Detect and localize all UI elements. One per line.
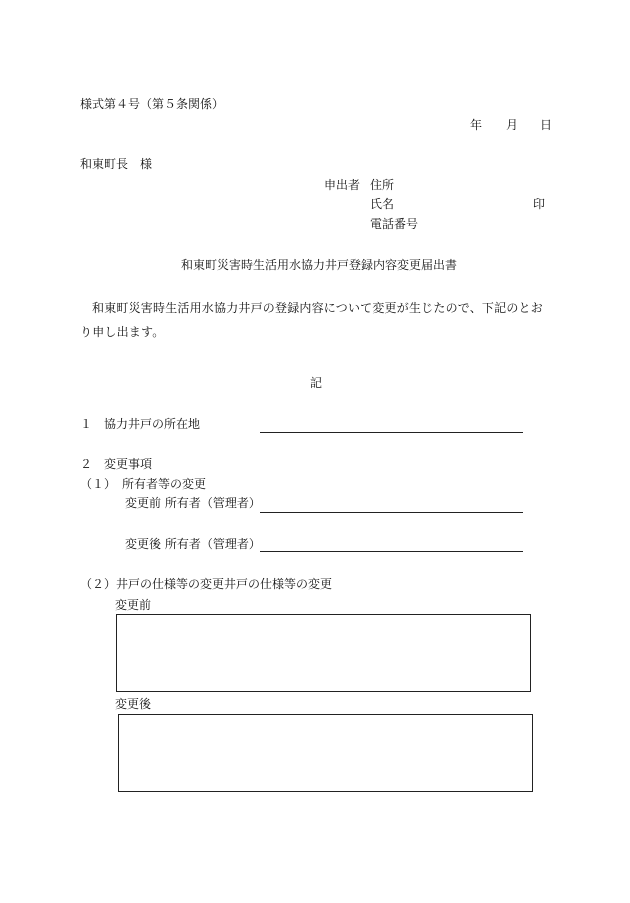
owner-before-label: 変更前 所有者（管理者）	[125, 496, 261, 510]
sub2-spec-change-label: （２）井戸の仕様等の変更井戸の仕様等の変更	[80, 577, 333, 591]
item1-location-label: １ 協力井戸の所在地	[80, 417, 201, 431]
ki-heading: 記	[310, 376, 323, 390]
owner-after-blank-line	[260, 551, 523, 552]
applicant-label: 申出者	[324, 178, 361, 192]
document-title: 和東町災害時生活用水協力井戸登録内容変更届出書	[181, 258, 458, 272]
item2-changes-label: ２ 変更事項	[80, 457, 153, 471]
applicant-phone-label: 電話番号	[370, 217, 419, 231]
spec-after-label: 変更後	[115, 697, 152, 711]
sub1-owner-change-label: （１） 所有者等の変更	[80, 477, 207, 491]
applicant-name-label: 氏名	[370, 197, 395, 211]
owner-after-label: 変更後 所有者（管理者）	[125, 537, 261, 551]
spec-after-box	[118, 714, 533, 792]
addressee: 和東町長 様	[80, 157, 153, 171]
body-paragraph: 和東町災害時生活用水協力井戸の登録内容について変更が生じたので、下記のとおり申し出ます。	[80, 301, 543, 339]
seal-mark: 印	[533, 197, 546, 211]
date-day-label: 日	[540, 118, 553, 132]
applicant-address-label: 住所	[370, 178, 395, 192]
owner-before-blank-line	[260, 512, 523, 513]
date-year-label: 年	[470, 118, 483, 132]
spec-before-label: 変更前	[115, 598, 152, 612]
location-blank-line	[260, 432, 523, 433]
date-month-label: 月	[506, 118, 519, 132]
spec-before-box	[116, 614, 531, 692]
form-number: 様式第４号（第５条関係）	[80, 97, 225, 111]
